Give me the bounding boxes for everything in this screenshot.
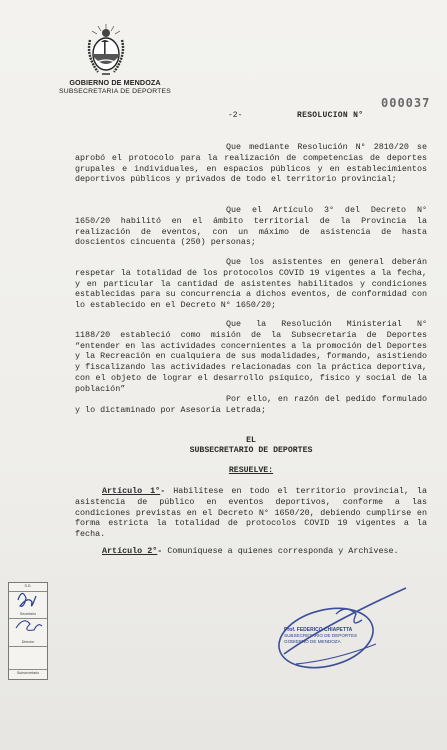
article-2: Artículo 2°- Comuníquese a quienes corresponda y Archívese. [102, 546, 399, 556]
stamp-row-director: Director [21, 640, 35, 644]
signer-org: GOBIERNO DE MENDOZA [284, 639, 341, 644]
page-number: -2- [228, 111, 243, 120]
resolution-label: RESOLUCION N° [297, 111, 364, 120]
article-1-label: Artículo 1° [102, 486, 161, 496]
letterhead [50, 78, 180, 95]
stamp-row-secretario: Secretario [19, 612, 37, 616]
province-coat-of-arms [84, 22, 128, 78]
article-2-label: Artículo 2° [102, 546, 158, 556]
paragraph-considerando-4: Que la Resolución Ministerial N° 1188/20 estableció como misión de la Subsecretaría de Deportes “entender en las actividades concernientes a la promoción del Deportes y la Recreación en cualquiera de sus modalidades, formando, asistiendo y fiscalizando las actividades relacionadas con la práctica deportiva, con el objeto de lograr el desarrollo psíquico, físico y social de la población” [75, 319, 427, 394]
article-1: Artículo 1°- Habilítese en todo el territorio provincial, la asistencia de público en eventos deportivos, conforme a las condiciones previstas en el Decreto N° 1650/20, debiendo cumplirse en forma estricta la totalidad de protocolos COVID 19 vigentes a la fecha. [75, 486, 427, 540]
paragraph-considerando-2: Que el Artículo 3° del Decreto N° 1650/20 habilitó en el ámbito territorial de la Provincia la realización de eventos, con un máximo de asistencia de hasta doscientos cincuenta (250) personas; [75, 205, 427, 248]
government-name: GOBIERNO DE MENDOZA [69, 78, 161, 87]
paragraph-considerando-3: Que los asistentes en general deberán respetar la totalidad de los protocolos COVID 19 vigentes a la fecha, y en particular la cantidad de asistentes habilitados y condiciones establecidas para su concurrencia a dichos eventos, de conformidad con lo establecido en el Decreto N° 1650/20; [75, 257, 427, 311]
heading-resuelve: RESUELVE: [228, 466, 274, 475]
paragraph-por-ello: Por ello, en razón del pedido formulado y lo dictaminado por Asesoría Letrada; [75, 394, 427, 415]
signer-title: SUBSECRETARIO DE DEPORTES [284, 633, 358, 638]
article-2-text: Comuníquese a quienes corresponda y Archívese. [167, 546, 399, 556]
office-name: SUBSECRETARIA DE DEPORTES [58, 88, 171, 95]
stamp-row-subsecretario: Subsecretario [16, 671, 40, 675]
paragraph-considerando-1: Que mediante Resolución N° 2810/20 se aprobó el protocolo para la realización de competencias de deportes grupales e individuales, en espacios públicos y en establecimientos deportivos públicos y privados de todo el territorio provincial; [75, 142, 427, 185]
initials-signature [12, 586, 46, 646]
article-1-text: Habilítese en todo el territorio provincial, la asistencia de público en eventos deportivos, conforme a las condiciones previstas en el Decreto N° 1650/20, debiendo cumplirse en forma estricta la totalidad de protocolos COVID 19 vigentes a la fecha. [75, 486, 427, 540]
heading-authority: SUBSECRETARIO DE DEPORTES [189, 446, 313, 455]
resolution-number: 000037 [381, 96, 431, 110]
heading-el: EL [246, 436, 256, 445]
signature-stamp [284, 627, 380, 645]
stamp-row-sd: S.D. [24, 584, 32, 588]
signer-name: Prof. FEDERICO CHIAPETTA [284, 627, 353, 633]
